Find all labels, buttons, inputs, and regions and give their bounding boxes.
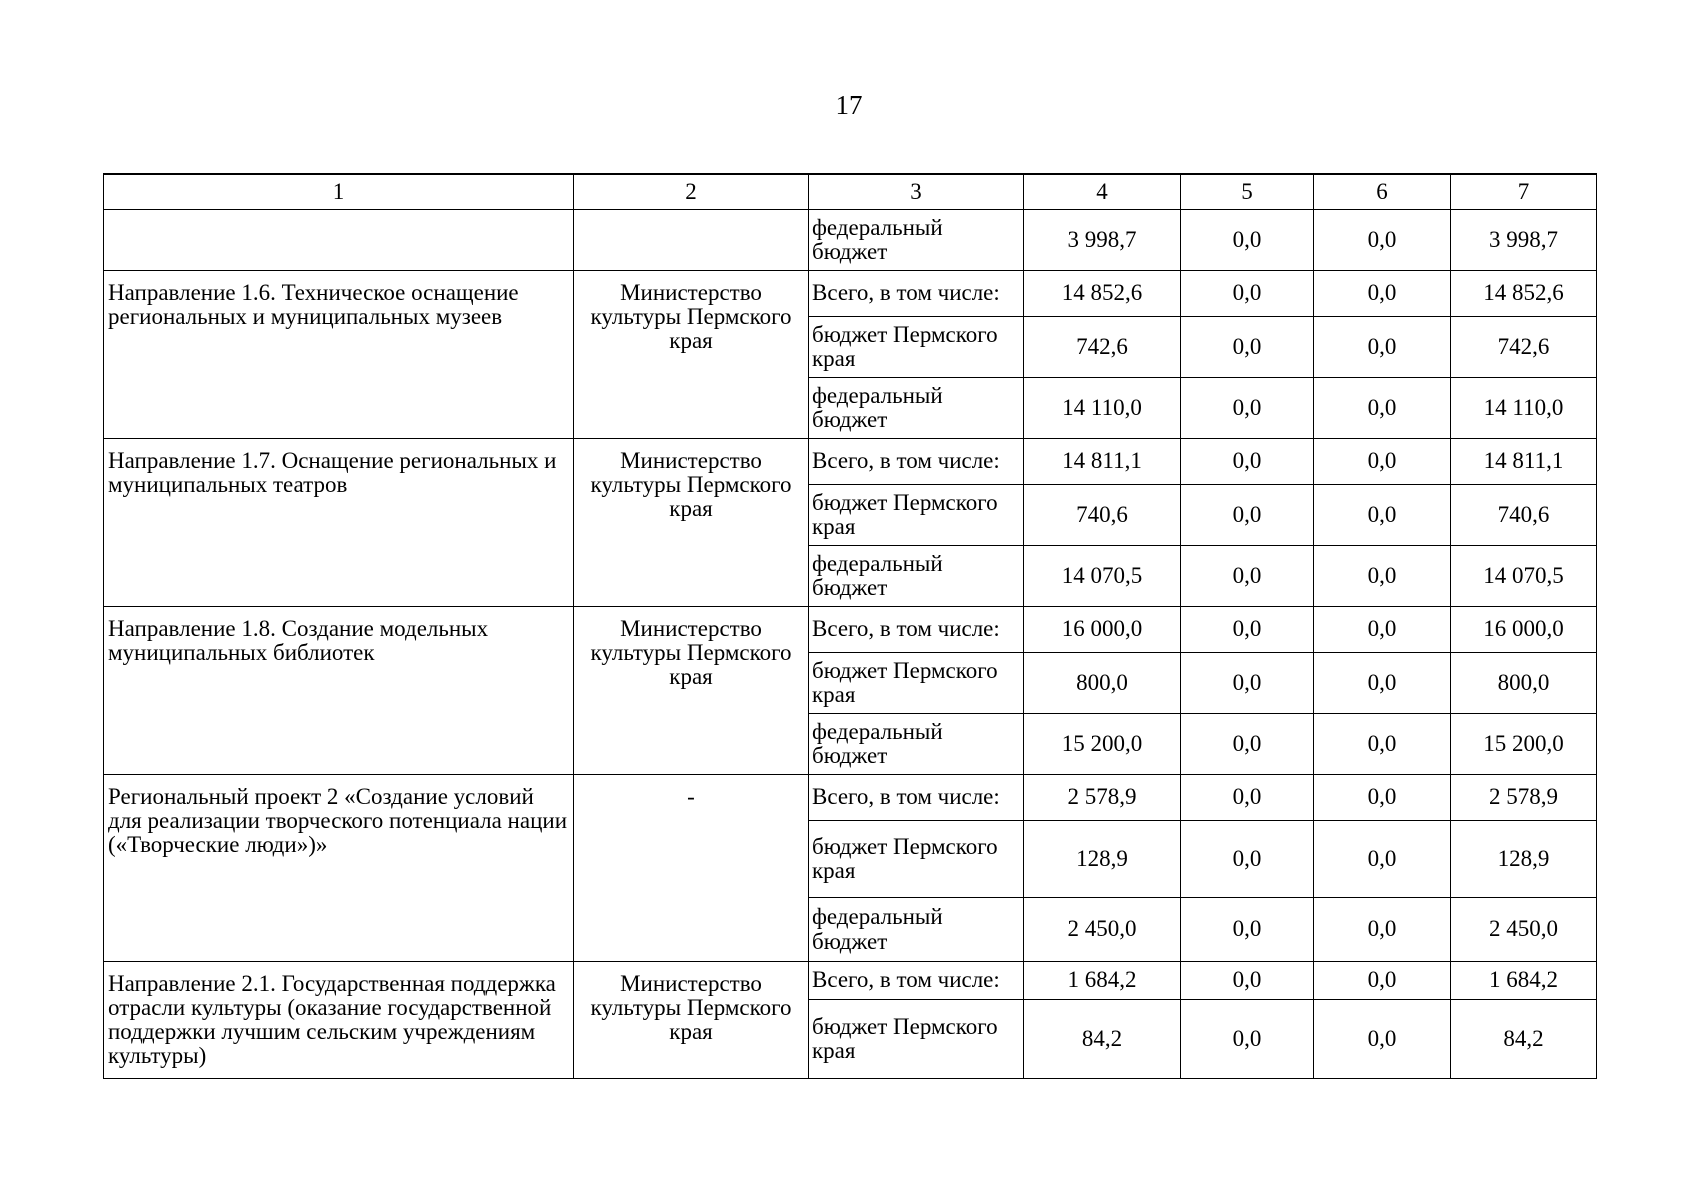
value-cell: 0,0: [1181, 775, 1314, 821]
value-cell: 0,0: [1314, 210, 1451, 271]
executor: Министерство культуры Пермского края: [574, 271, 809, 439]
funding-source: федеральный бюджет: [809, 898, 1024, 962]
value-cell: 0,0: [1314, 962, 1451, 1000]
value-cell: 0,0: [1314, 821, 1451, 898]
value-cell: 16 000,0: [1451, 607, 1597, 653]
value-cell: 0,0: [1181, 607, 1314, 653]
value-cell: 0,0: [1181, 1000, 1314, 1079]
value-cell: 1 684,2: [1024, 962, 1181, 1000]
value-cell: 14 811,1: [1024, 439, 1181, 485]
funding-source: Всего, в том числе:: [809, 271, 1024, 317]
value-cell: 0,0: [1181, 317, 1314, 378]
value-cell: 128,9: [1024, 821, 1181, 898]
executor: -: [574, 775, 809, 962]
funding-source: Всего, в том числе:: [809, 607, 1024, 653]
empty-cell: [574, 210, 809, 271]
value-cell: 1 684,2: [1451, 962, 1597, 1000]
funding-source: бюджет Пермского края: [809, 821, 1024, 898]
value-cell: 2 450,0: [1024, 898, 1181, 962]
value-cell: 800,0: [1451, 653, 1597, 714]
value-cell: 0,0: [1314, 607, 1451, 653]
funding-source: федеральный бюджет: [809, 378, 1024, 439]
funding-source: бюджет Пермского края: [809, 653, 1024, 714]
continuation-row: [104, 210, 1597, 271]
value-cell: 16 000,0: [1024, 607, 1181, 653]
empty-cell: [104, 210, 574, 271]
executor: Министерство культуры Пермского края: [574, 439, 809, 607]
value-cell: 740,6: [1024, 485, 1181, 546]
header-cell: 5: [1181, 174, 1314, 210]
value-cell: 0,0: [1181, 210, 1314, 271]
table-row: [104, 607, 1597, 653]
value-cell: 2 578,9: [1024, 775, 1181, 821]
direction-name: Направление 2.1. Государственная поддержка отрасли культуры (оказание государственной поддержки лучшим сельским учреждениям культуры): [104, 962, 574, 1079]
value-cell: 0,0: [1314, 439, 1451, 485]
value-cell: 0,0: [1181, 714, 1314, 775]
direction-name: Направление 1.7. Оснащение региональных и муниципальных театров: [104, 439, 574, 607]
value-cell: 14 070,5: [1451, 546, 1597, 607]
page-number: 17: [835, 90, 863, 120]
value-cell: 0,0: [1181, 485, 1314, 546]
funding-source: бюджет Пермского края: [809, 317, 1024, 378]
value-cell: 0,0: [1314, 1000, 1451, 1079]
table-row: [104, 271, 1597, 317]
value-cell: 0,0: [1181, 439, 1314, 485]
value-cell: 0,0: [1181, 271, 1314, 317]
value-cell: 0,0: [1314, 271, 1451, 317]
value-cell: 0,0: [1314, 653, 1451, 714]
value-cell: 0,0: [1181, 821, 1314, 898]
value-cell: 14 110,0: [1451, 378, 1597, 439]
value-cell: 0,0: [1314, 317, 1451, 378]
funding-source: Всего, в том числе:: [809, 439, 1024, 485]
value-cell: 800,0: [1024, 653, 1181, 714]
value-cell: 15 200,0: [1024, 714, 1181, 775]
budget-table: [103, 173, 1597, 1079]
value-cell: 84,2: [1451, 1000, 1597, 1079]
header-cell: 4: [1024, 174, 1181, 210]
value-cell: 742,6: [1451, 317, 1597, 378]
funding-source: бюджет Пермского края: [809, 1000, 1024, 1079]
value-cell: 84,2: [1024, 1000, 1181, 1079]
value-cell: 14 852,6: [1024, 271, 1181, 317]
value-cell: 0,0: [1181, 898, 1314, 962]
value-cell: 2 450,0: [1451, 898, 1597, 962]
value-cell: 3 998,7: [1024, 210, 1181, 271]
value-cell: 0,0: [1314, 485, 1451, 546]
funding-source: федеральный бюджет: [809, 210, 1024, 271]
value-cell: 14 110,0: [1024, 378, 1181, 439]
header-cell: 3: [809, 174, 1024, 210]
executor: Министерство культуры Пермского края: [574, 962, 809, 1079]
value-cell: 2 578,9: [1451, 775, 1597, 821]
value-cell: 0,0: [1181, 546, 1314, 607]
value-cell: 0,0: [1181, 962, 1314, 1000]
header-cell: 1: [104, 174, 574, 210]
value-cell: 0,0: [1181, 378, 1314, 439]
table-row: [104, 439, 1597, 485]
table-row: [104, 775, 1597, 821]
funding-source: федеральный бюджет: [809, 714, 1024, 775]
value-cell: 14 811,1: [1451, 439, 1597, 485]
value-cell: 128,9: [1451, 821, 1597, 898]
value-cell: 0,0: [1314, 898, 1451, 962]
value-cell: 14 070,5: [1024, 546, 1181, 607]
header-cell: 7: [1451, 174, 1597, 210]
value-cell: 0,0: [1314, 714, 1451, 775]
header-cell: 2: [574, 174, 809, 210]
value-cell: 740,6: [1451, 485, 1597, 546]
executor: Министерство культуры Пермского края: [574, 607, 809, 775]
funding-source: Всего, в том числе:: [809, 775, 1024, 821]
value-cell: 0,0: [1314, 378, 1451, 439]
value-cell: 0,0: [1314, 775, 1451, 821]
value-cell: 0,0: [1181, 653, 1314, 714]
header-row: [104, 174, 1597, 210]
direction-name: Направление 1.8. Создание модельных муниципальных библиотек: [104, 607, 574, 775]
funding-source: бюджет Пермского края: [809, 485, 1024, 546]
direction-name: Направление 1.6. Техническое оснащение региональных и муниципальных музеев: [104, 271, 574, 439]
funding-source: федеральный бюджет: [809, 546, 1024, 607]
header-cell: 6: [1314, 174, 1451, 210]
value-cell: 14 852,6: [1451, 271, 1597, 317]
value-cell: 0,0: [1314, 546, 1451, 607]
funding-source: Всего, в том числе:: [809, 962, 1024, 1000]
direction-name: Региональный проект 2 «Создание условий для реализации творческого потенциала нации («Творческие люди»)»: [104, 775, 574, 962]
value-cell: 742,6: [1024, 317, 1181, 378]
table-row: [104, 962, 1597, 1000]
value-cell: 15 200,0: [1451, 714, 1597, 775]
value-cell: 3 998,7: [1451, 210, 1597, 271]
